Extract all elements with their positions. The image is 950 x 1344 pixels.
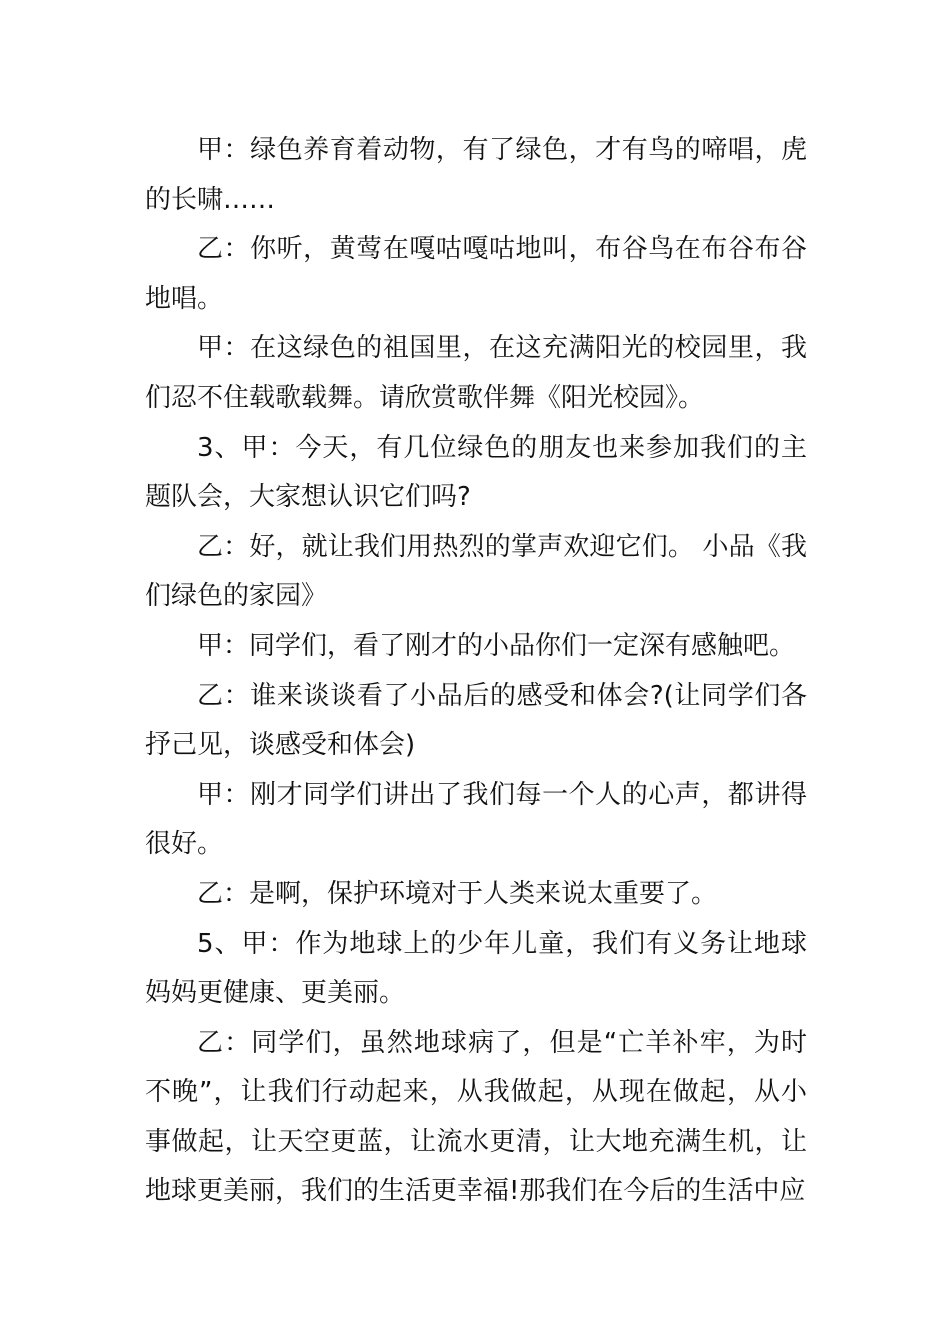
paragraph-3: 甲：在这绿色的祖国里，在这充满阳光的校园里，我们忍不住载歌载舞。请欣赏歌伴舞《阳光校园》。 [145, 333, 807, 413]
paragraph-6: 甲：同学们，看了刚才的小品你们一定深有感触吧。 [197, 630, 796, 661]
paragraph-9: 乙：是啊，保护环境对于人类来说太重要了。 [197, 878, 718, 909]
paragraph-4: 3、甲：今天，有几位绿色的朋友也来参加我们的主题队会，大家想认识它们吗? [145, 432, 807, 513]
document-body [145, 126, 807, 1217]
paragraph-2: 乙：你听，黄莺在嘎咕嘎咕地叫，布谷鸟在布谷布谷地唱。 [145, 234, 807, 314]
paragraph-1: 甲：绿色养育着动物，有了绿色，才有鸟的啼唱，虎的长啸…… [145, 135, 807, 215]
paragraph-5: 乙：好，就让我们用热烈的掌声欢迎它们。 小品《我们绿色的家园》 [145, 531, 807, 612]
paragraph-7: 乙：谁来谈谈看了小品后的感受和体会?(让同学们各抒己见，谈感受和体会) [145, 680, 807, 761]
paragraph-10: 5、甲：作为地球上的少年儿童，我们有义务让地球妈妈更健康、更美丽。 [145, 928, 807, 1009]
paragraph-11: 乙：同学们，虽然地球病了，但是“亡羊补牢，为时不晚”，让我们行动起来，从我做起，从现在做起，从小事做起，让天空更蓝，让流水更清，让大地充满生机，让地球更美丽，我们的生活更幸福!那我们在今后的生活中应 [145, 1027, 807, 1207]
paragraph-8: 甲：刚才同学们讲出了我们每一个人的心声，都讲得很好。 [145, 779, 807, 860]
